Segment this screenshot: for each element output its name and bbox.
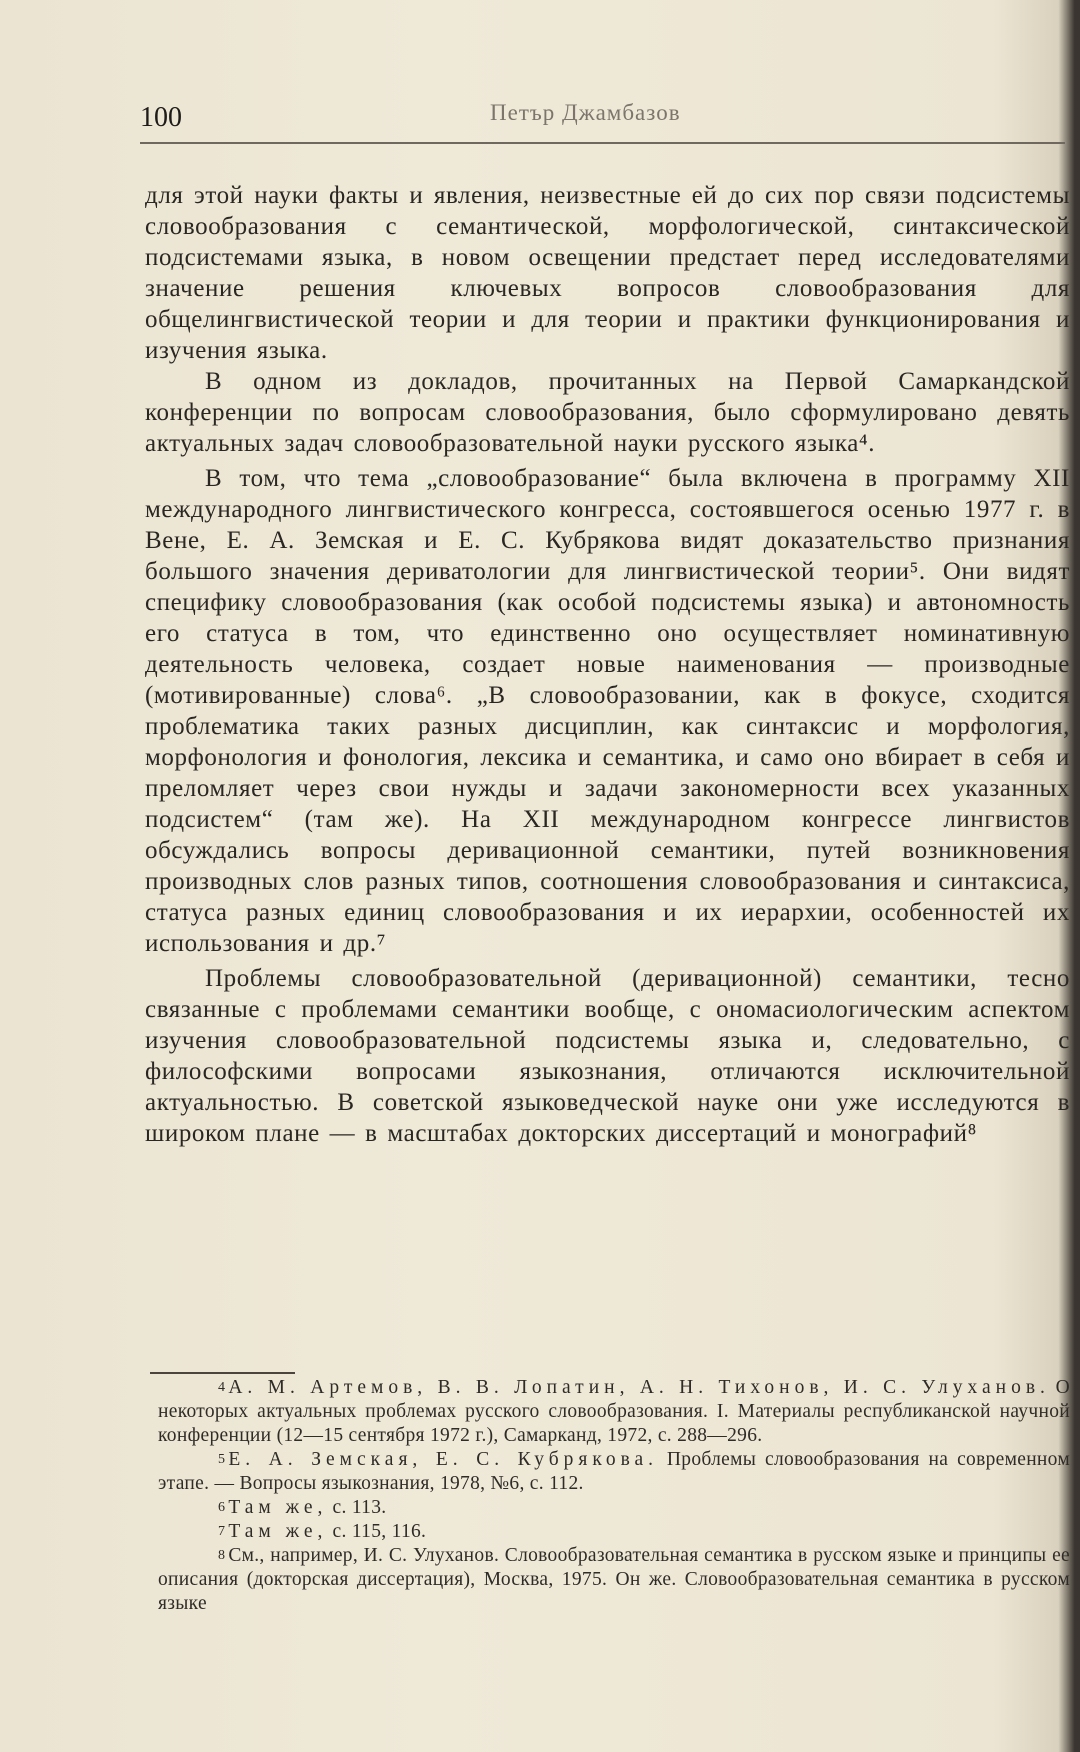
footnotes xyxy=(158,1376,1070,1616)
paragraph: для этой науки факты и явления, неизвестные ей до сих пор связи подсистемы словообразования с семантической, морфологической, синтаксической подсистемами языка, в новом освещении предстает перед исследователями значение решения ключевых вопросов словообразования для общелингвистической теории и для теории и практики функционирования и изучения языка. xyxy=(145,182,1070,364)
page-number: 100 xyxy=(140,102,182,133)
paragraph: В том, что тема „словообразование“ была включена в программу XII международного лингвистического конгресса, состоявшегося осенью 1977 г. в Вене, Е. А. Земская и Е. С. Кубрякова видят доказательство признания большого значения дериватологии для лингвистической теории⁵. Они видят специфику словообразования (как особой подсистемы языка) и автономность его статуса в том, что единственно оно осуществляет номинативную деятельность человека, создает новые наименования — производные (мотивированные) слова⁶. „В словообразовании, как в фокусе, сходится проблематика таких разных дисциплин, как синтаксис и морфология, морфонология и фонология, лексика и семантика, и само оно вбирает в себя и преломляет через свои нужды и задачи закономерности всех указанных подсистем“ (там же). На XII международном конгрессе лингвистов обсуждались вопросы деривационной семантики, путей возникновения производных слов разных типов, соотношения словообразования и синтаксиса, статуса разных единиц словообразования и их иерархии, особенностей их использования и др.⁷ xyxy=(145,465,1070,957)
main-text xyxy=(145,180,1070,1149)
footnote-text: См., например, И. С. Улуханов. Словообразовательная семантика в русском языке и принципы ее описания (докторская диссертация), Москва, 1975. Он же. Словообразовательная семантика в русском языке xyxy=(158,1545,1070,1614)
footnote-number: 8 xyxy=(218,1548,226,1563)
running-head xyxy=(140,96,1070,136)
footnote-number: 6 xyxy=(218,1500,226,1515)
paragraph: Проблемы словообразовательной (деривационной) семантики, тесно связанные с проблемами семантики вообще, с ономасиологическим аспектом изучения словообразовательной подсистемы языка и, следовательно, с философскими вопросами языкознания, отличаются исключительной актуальностью. В советской языковедческой науке они уже исследуются в широком плане — в масштабах докторских диссертаций и монографий⁸ xyxy=(145,965,1070,1147)
footnote-authors: Е. А. Земская, Е. С. Кубрякова. xyxy=(228,1449,659,1470)
running-title: Петър Джамбазов xyxy=(490,100,681,125)
footnote-text: с. 113. xyxy=(332,1497,387,1518)
footnote-number: 7 xyxy=(218,1524,226,1539)
header-rule xyxy=(140,142,1065,144)
footnote-number: 4 xyxy=(218,1380,226,1395)
footnote-text: Проблемы словообразования на современном этапе. — Вопросы языкознания, 1978, №6, с. 112. xyxy=(158,1449,1070,1494)
footnote-authors: А. М. Артемов, В. В. Лопатин, А. Н. Тихонов, И. С. Улуханов. xyxy=(228,1377,1050,1398)
footnote-authors: Там же, xyxy=(228,1521,328,1542)
footnote-text: О некоторых актуальных проблемах русского словообразования. I. Материалы республиканской научной конференции (12—15 сентября 1972 г.), Самарканд, 1972, с. 288—296. xyxy=(158,1377,1070,1446)
footnote xyxy=(158,1520,1070,1544)
footnote-authors: Там же, xyxy=(228,1497,328,1518)
footnote xyxy=(158,1376,1070,1448)
paragraph: В одном из докладов, прочитанных на Первой Самаркандской конференции по вопросам словообразования, было сформулировано девять актуальных задач словообразовательной науки русского языка⁴. xyxy=(145,368,1070,457)
footnote-text: с. 115, 116. xyxy=(332,1521,427,1542)
footnote-number: 5 xyxy=(218,1452,226,1467)
footnote xyxy=(158,1544,1070,1616)
footnote-rule xyxy=(150,1372,295,1374)
footnote xyxy=(158,1448,1070,1496)
footnote xyxy=(158,1496,1070,1520)
